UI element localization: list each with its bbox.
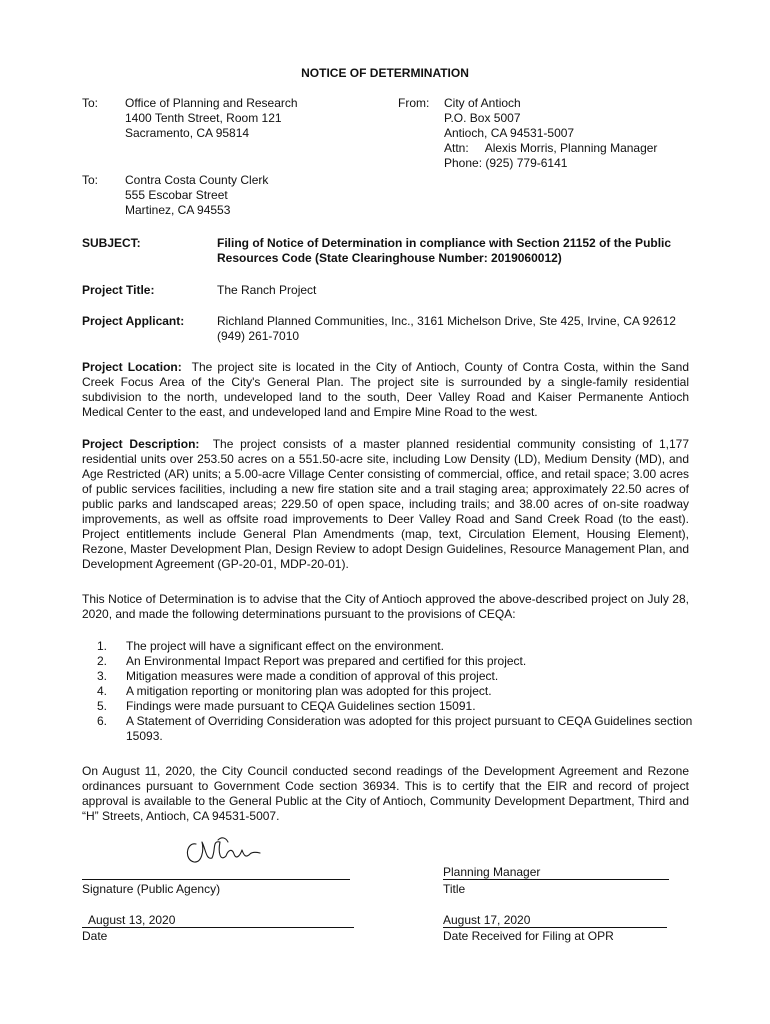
from-address-block [444,96,657,171]
attn-label: Attn: [444,141,469,155]
list-text: The project will have a significant effect on the environment. [126,639,444,653]
list-text: An Environmental Impact Report was prepared and certified for this project. [126,654,527,668]
applicant-line: Richland Planned Communities, Inc., 3161 Michelson Drive, Ste 425, Irvine, CA 92612 [217,314,676,328]
date-label: Date [82,929,108,943]
to-label: To: [82,173,99,187]
list-item [97,669,706,684]
project-applicant-value [217,314,676,344]
list-item [97,684,706,699]
applicant-line: (949) 261-7010 [217,329,300,343]
project-location-paragraph [82,360,689,420]
determinations-list [97,639,706,744]
list-text: A mitigation reporting or monitoring plan was adopted for this project. [126,684,492,698]
project-description-paragraph [82,437,689,572]
address-line: Contra Costa County Clerk [125,173,269,187]
to-label: To: [82,96,99,110]
date-received-field [443,913,667,928]
date-received-value: August 17, 2020 [443,913,531,927]
project-description-text: The project consists of a master planned residential community consisting of 1,177 residential units over 253.50 acres on a 551.50-acre site, including Low Density (LD), Medium Density (MD), and Age Restricted (AR) units; a 5.00-acre Village Center consisting of commercial, office, and retail space; 3.00 acres of public services facilities, including a new fire station site and a trail staging area; approximately 22.50 acres of public parks and landscaped areas; 229.50 of open space, including trails; and 38.00 acres of on-site roadway improvements, as well as offsite road improvements to Deer Valley Road and Sand Creek Road (to the east). Project entitlements include General Plan Amendments (map, text, Circulation Element, Housing Element), Rezone, Master Development Plan, Design Review to adopt Design Guidelines, Resource Management Plan, and Development Agreement (GP-20-01, MDP-20-01). [82,437,690,571]
list-number: 2. [97,654,108,668]
council-paragraph [82,764,689,824]
list-text: Findings were made pursuant to CEQA Guidelines section 15091. [126,699,476,713]
council-text: On August 11, 2020, the City Council conducted second readings of the Development Agreement and Rezone ordinances pursuant to Government Code section 36934. This is to certify that the EIR and record of project approval is available to the General Public at the City of Antioch, Community Development Department, Third and “H” Streets, Antioch, CA 94531-5007. [82,764,689,823]
date-value: August 13, 2020 [88,913,176,927]
list-item [97,699,706,714]
notice-text: This Notice of Determination is to advise that the City of Antioch approved the above-described project on July 28, 2020, and made the following determinations pursuant to the provisions of CEQA: [82,592,689,621]
list-number: 5. [97,699,108,713]
from-label: From: [398,96,430,110]
project-title-label: Project Title: [82,283,155,297]
address-line: 1400 Tenth Street, Room 121 [125,111,282,125]
attn-line [444,141,657,156]
to-address-block [125,96,298,141]
project-location-text: The project site is located in the City of Antioch, County of Contra Costa, within the Sand Creek Focus Area of the City's General Plan. The project site is surrounded by a single-family residential subdivision to the north, undeveloped land to the south, Deer Valley Road and Kaiser Permanente Antioch Medical Center to the east, and undeveloped land and Empire Mine Road to the west. [82,360,689,419]
list-item [97,654,706,669]
list-text: A Statement of Overriding Consideration was adopted for this project pursuant to CEQA Guidelines section 15093. [126,714,693,743]
date-field [82,913,354,928]
handwritten-signature [182,832,264,868]
to-address-block [125,173,268,218]
address-line: Sacramento, CA 95814 [125,126,250,140]
phone-line: Phone: (925) 779-6141 [444,156,568,170]
subject-label: SUBJECT: [82,236,141,250]
list-number: 3. [97,669,108,683]
subject-line: Filing of Notice of Determination in compliance with Section 21152 of the Public [217,236,672,250]
address-line: Antioch, CA 94531-5007 [444,126,575,140]
signature-line [82,879,350,880]
project-location-label: Project Location: [82,360,182,374]
address-line: Martinez, CA 94553 [125,203,231,217]
project-description-label: Project Description: [82,437,200,451]
document-title: NOTICE OF DETERMINATION [301,66,469,80]
list-number: 1. [97,639,108,653]
signature-label: Signature (Public Agency) [82,882,221,896]
address-line: P.O. Box 5007 [444,111,521,125]
list-number: 6. [97,714,108,728]
address-line: City of Antioch [444,96,521,110]
list-number: 4. [97,684,108,698]
title-value: Planning Manager [443,865,541,879]
address-line: 555 Escobar Street [125,188,228,202]
project-applicant-label: Project Applicant: [82,314,185,328]
list-item [97,639,706,654]
title-label: Title [443,882,466,896]
title-field [443,866,669,880]
project-title-value: The Ranch Project [217,283,317,297]
date-received-label: Date Received for Filing at OPR [443,929,614,943]
list-item [97,714,706,744]
address-line: Office of Planning and Research [125,96,298,110]
subject-text [217,236,671,266]
attn-value: Alexis Morris, Planning Manager [484,141,658,155]
subject-line: Resources Code (State Clearinghouse Number: 2019060012) [217,251,562,265]
list-text: Mitigation measures were made a condition of approval of this project. [126,669,499,683]
notice-paragraph [82,592,689,622]
